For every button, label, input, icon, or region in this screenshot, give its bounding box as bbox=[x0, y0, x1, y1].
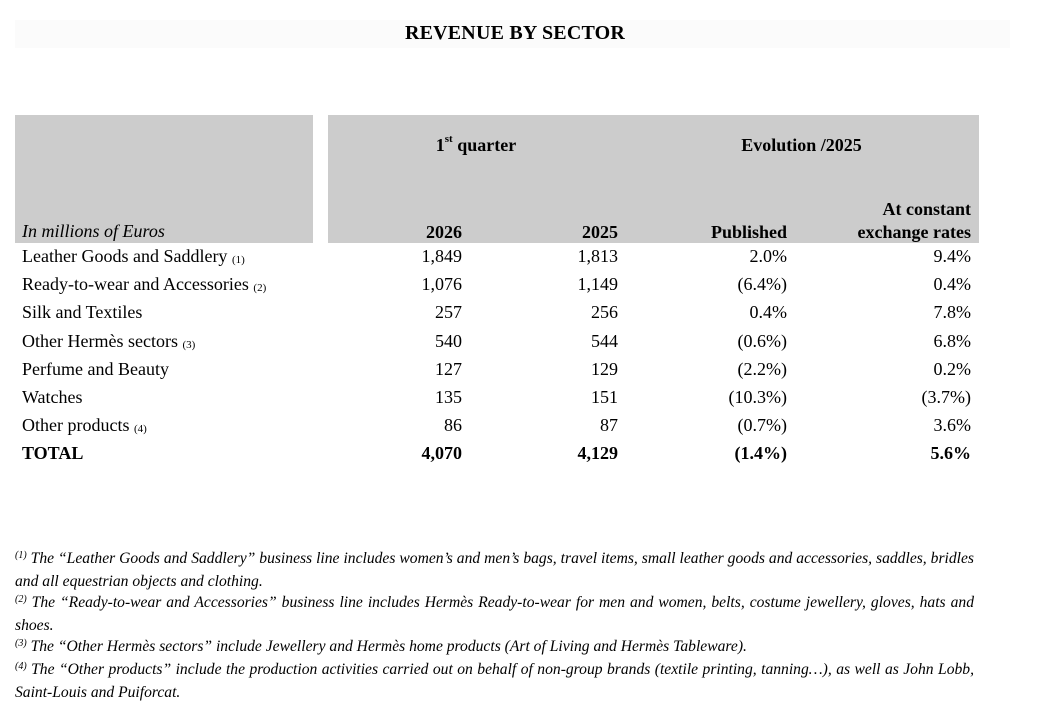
value-2025: 1,149 bbox=[577, 274, 618, 295]
value-published: (6.4%) bbox=[737, 274, 787, 295]
footnote: $^{(3)}$ The “Other Hermès sectors” include Jewellery and Hermès home products (Art of Living and Hermès Tableware). bbox=[15, 638, 747, 655]
total-constant-rates: 5.6% bbox=[930, 443, 971, 464]
column-header-2025: 2025 bbox=[582, 222, 618, 242]
value-published: 2.0% bbox=[749, 246, 787, 266]
evolution-header: Evolution /2025 bbox=[741, 135, 862, 155]
column-header-2026: 2026 bbox=[426, 222, 462, 242]
table-row bbox=[0, 245, 1039, 273]
value-2026: 86 bbox=[444, 415, 462, 436]
row-label: Other products (4) bbox=[22, 415, 147, 436]
value-constant-rates: 9.4% bbox=[933, 246, 971, 266]
row-label: Ready-to-wear and Accessories (2) bbox=[22, 274, 267, 295]
column-header-published: Published bbox=[710, 222, 787, 242]
footnote-reference: (2) bbox=[253, 282, 267, 295]
value-2025: 256 bbox=[591, 302, 618, 323]
table-row bbox=[0, 386, 1039, 414]
table-row bbox=[0, 273, 1039, 301]
value-2026: 135 bbox=[435, 386, 462, 407]
footnote-reference: (3) bbox=[182, 338, 196, 351]
value-2026: 540 bbox=[435, 330, 462, 351]
value-published: (10.3%) bbox=[728, 386, 787, 407]
value-2025: 129 bbox=[591, 358, 618, 379]
total-published: (1.4%) bbox=[734, 443, 787, 464]
value-constant-rates: 6.8% bbox=[933, 330, 971, 351]
total-row bbox=[0, 442, 1039, 470]
row-label: Leather Goods and Saddlery (1) bbox=[22, 246, 245, 266]
footnote: $^{(1)}$ The “Leather Goods and Saddlery” business line includes women’s and men’s bags, travel items, small leather goods and accessories, saddles, bridles and all equestrian objects and clothing. bbox=[15, 550, 974, 590]
table-row bbox=[0, 330, 1039, 358]
table-row bbox=[0, 301, 1039, 329]
value-2026: 127 bbox=[435, 358, 462, 379]
footnote-reference: (4) bbox=[133, 423, 147, 436]
revenue-table-body bbox=[0, 245, 1039, 471]
footnotes bbox=[15, 548, 974, 703]
value-constant-rates: 3.6% bbox=[933, 415, 971, 436]
value-2026: 1,849 bbox=[421, 246, 462, 266]
value-constant-rates: 0.2% bbox=[933, 358, 971, 379]
table-row bbox=[0, 414, 1039, 442]
value-published: (0.6%) bbox=[737, 330, 787, 351]
value-2026: 1,076 bbox=[421, 274, 462, 295]
page-title: REVENUE BY SECTOR bbox=[404, 22, 626, 44]
value-2026: 257 bbox=[435, 302, 462, 323]
total-2026: 4,070 bbox=[421, 443, 462, 464]
footnote-reference: (1) bbox=[231, 254, 245, 266]
value-constant-rates: 0.4% bbox=[933, 274, 971, 295]
value-published: 0.4% bbox=[749, 302, 787, 323]
row-label: Silk and Textiles bbox=[22, 302, 143, 323]
value-published: (2.2%) bbox=[737, 358, 787, 379]
value-2025: 151 bbox=[591, 386, 618, 407]
value-2025: 1,813 bbox=[577, 246, 618, 266]
value-constant-rates: 7.8% bbox=[933, 302, 971, 323]
footnote: $^{(2)}$ The “Ready-to-wear and Accessories” business line includes Hermès Ready-to-wear for men and women, belts, costume jewellery, gloves, hats and shoes. bbox=[15, 594, 974, 634]
unit-label: In millions of Euros bbox=[22, 221, 165, 241]
row-label: Watches bbox=[22, 386, 83, 407]
table-row bbox=[0, 358, 1039, 386]
footnote: $^{(4)}$ The “Other products” include the production activities carried out on behalf of non-group brands (textile printing, tanning…), as well as John Lobb, Saint-Louis and Puiforcat. bbox=[15, 661, 974, 701]
value-2025: 544 bbox=[591, 330, 618, 351]
row-label: Other Hermès sectors (3) bbox=[22, 330, 196, 351]
value-constant-rates: (3.7%) bbox=[921, 386, 971, 407]
row-label: Perfume and Beauty bbox=[22, 358, 169, 379]
quarter-header: 1st quarter bbox=[435, 133, 517, 155]
total-label: TOTAL bbox=[22, 443, 84, 464]
total-2025: 4,129 bbox=[577, 443, 618, 464]
column-header-constant-rates: At constant exchange rates bbox=[857, 199, 971, 242]
value-published: (0.7%) bbox=[737, 415, 787, 436]
value-2025: 87 bbox=[600, 415, 618, 436]
